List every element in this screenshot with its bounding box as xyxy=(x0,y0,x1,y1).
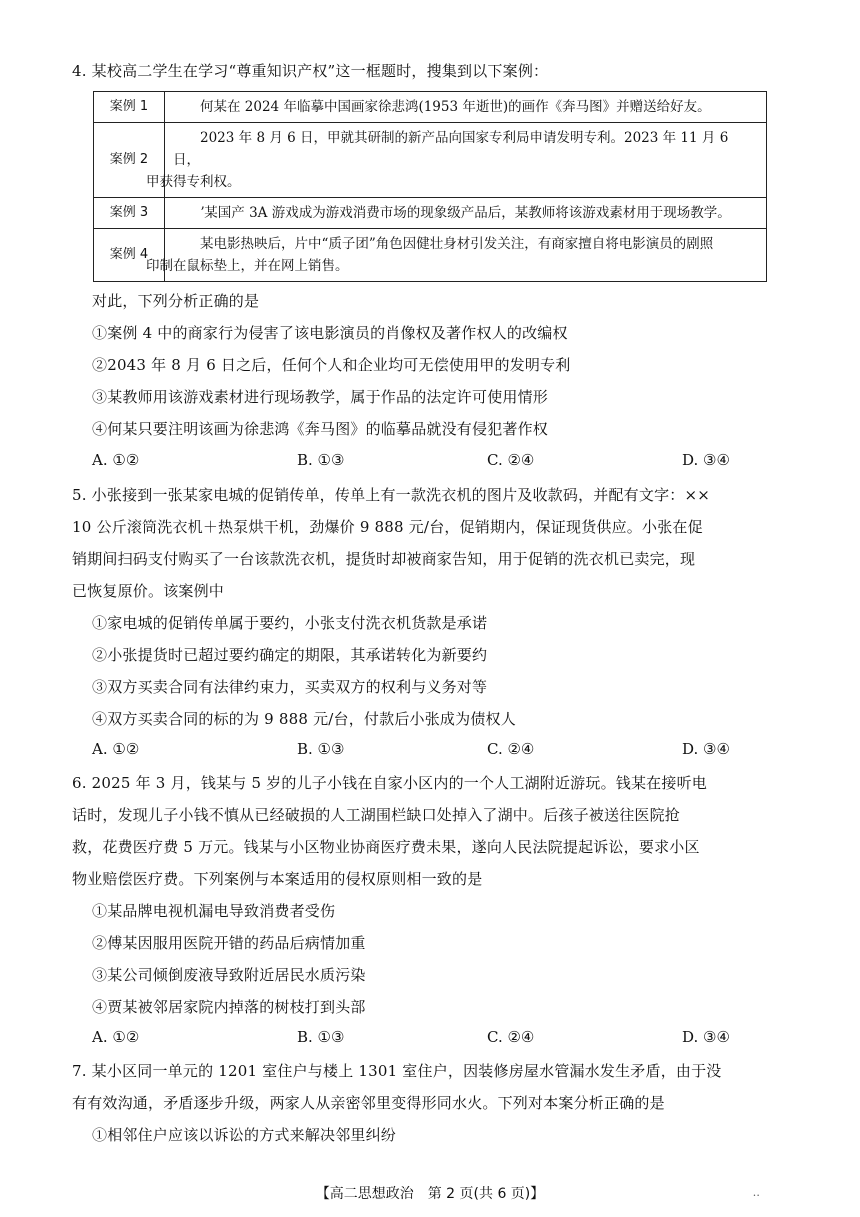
choice-b: B. ①③ xyxy=(297,451,345,469)
page-footer: 【高二思想政治 第 2 页(共 6 页)】 xyxy=(315,1186,545,1202)
q4-option-2: ②2043 年 8 月 6 日之后，任何个人和企业均可无偿使用甲的发明专利 xyxy=(92,356,571,374)
case-row-3 xyxy=(94,198,767,229)
q4-option-3: ③某教师用该游戏素材进行现场教学，属于作品的法定许可使用情形 xyxy=(92,388,549,406)
choice-b: B. ①③ xyxy=(297,740,345,758)
q6-line-2: 话时，发现儿子小钱不慎从已经破损的人工湖围栏缺口处掉入了湖中。后孩子被送往医院抢 xyxy=(72,806,681,824)
case-label: 案例 3 xyxy=(94,198,165,229)
q7-line-2: 有有效沟通，矛盾逐步升级，两家人从亲密邻里变得形同水火。下列对本案分析正确的是 xyxy=(72,1094,665,1112)
q5-line-3: 销期间扫码支付购买了一台该款洗衣机，提货时却被商家告知，用于促销的洗衣机已卖完，现 xyxy=(72,550,696,568)
case-label: 案例 4 xyxy=(94,229,165,282)
case-table xyxy=(93,91,767,282)
q6-line-4: 物业赔偿医疗费。下列案例与本案适用的侵权原则相一致的是 xyxy=(72,870,483,888)
q4-option-4: ④何某只要注明该画为徐悲鸿《奔马图》的临摹品就没有侵犯著作权 xyxy=(92,420,549,438)
choice-d: D. ③④ xyxy=(682,451,730,469)
q6-option-3: ③某公司倾倒废液导致附近居民水质污染 xyxy=(92,966,366,984)
q4-choices xyxy=(92,451,770,473)
q6-choices xyxy=(92,1028,770,1050)
q4-stem: 4. 某校高二学生在学习“尊重知识产权”这一框题时，搜集到以下案例： xyxy=(72,62,549,80)
choice-c: C. ②④ xyxy=(487,1028,535,1046)
case-text: ʼ某国产 3A 游戏成为游戏消费市场的现象级产品后，某教师将该游戏素材用于现场教学。 xyxy=(165,198,767,229)
q4-option-1: ①案例 4 中的商家行为侵害了该电影演员的肖像权及著作权人的改编权 xyxy=(92,324,568,342)
q6-option-1: ①某品牌电视机漏电导致消费者受伤 xyxy=(92,902,336,920)
q5-option-3: ③双方买卖合同有法律约束力，买卖双方的权利与义务对等 xyxy=(92,678,488,696)
q5-line-2: 10 公斤滚筒洗衣机＋热泵烘干机，劲爆价 9 888 元/台，促销期内，保证现货供应。小张在促 xyxy=(72,518,703,536)
choice-d: D. ③④ xyxy=(682,1028,730,1046)
choice-a: A. ①② xyxy=(92,451,140,469)
choice-a: A. ①② xyxy=(92,1028,140,1046)
case-row-4 xyxy=(94,229,767,282)
case-row-2 xyxy=(94,123,767,198)
case-text: 某电影热映后，片中“质子团”角色因健壮身材引发关注，有商家擅自将电影演员的剧照 印制在鼠标垫上，并在网上销售。 xyxy=(165,229,767,282)
q6-option-2: ②傅某因服用医院开错的药品后病情加重 xyxy=(92,934,366,952)
q6-option-4: ④贾某被邻居家院内掉落的树枝打到头部 xyxy=(92,998,366,1016)
choice-a: A. ①② xyxy=(92,740,140,758)
case-text: 何某在 2024 年临摹中国画家徐悲鸿(1953 年逝世)的画作《奔马图》并赠送给好友。 xyxy=(165,92,767,123)
choice-c: C. ②④ xyxy=(487,740,535,758)
case-text: 2023 年 8 月 6 日，甲就其研制的新产品向国家专利局申请发明专利。2023 年 11 月 6 日， 甲获得专利权。 xyxy=(165,123,767,198)
choice-b: B. ①③ xyxy=(297,1028,345,1046)
q6-line-3: 救，花费医疗费 5 万元。钱某与小区物业协商医疗费未果，遂向人民法院提起诉讼，要求小区 xyxy=(72,838,700,856)
case-label: 案例 2 xyxy=(94,123,165,198)
q5-option-4: ④双方买卖合同的标的为 9 888 元/台，付款后小张成为债权人 xyxy=(92,710,516,728)
q5-option-1: ①家电城的促销传单属于要约，小张支付洗衣机货款是承诺 xyxy=(92,614,488,632)
q4-lead: 对此，下列分析正确的是 xyxy=(92,292,260,310)
case-row-1 xyxy=(94,92,767,123)
q5-line-4: 已恢复原价。该案例中 xyxy=(72,582,225,600)
corner-mark: ‥ xyxy=(752,1186,760,1199)
case-label: 案例 1 xyxy=(94,92,165,123)
choice-c: C. ②④ xyxy=(487,451,535,469)
q7-option-1: ①相邻住户应该以诉讼的方式来解决邻里纠纷 xyxy=(92,1126,397,1144)
q5-option-2: ②小张提货时已超过要约确定的期限，其承诺转化为新要约 xyxy=(92,646,488,664)
choice-d: D. ③④ xyxy=(682,740,730,758)
q5-line-1: 5. 小张接到一张某家电城的促销传单，传单上有一款洗衣机的图片及收款码，并配有文字：×× xyxy=(72,486,711,504)
q7-line-1: 7. 某小区同一单元的 1201 室住户与楼上 1301 室住户，因装修房屋水管漏水发生矛盾，由于没 xyxy=(72,1062,722,1080)
q6-line-1: 6. 2025 年 3 月，钱某与 5 岁的儿子小钱在自家小区内的一个人工湖附近游玩。钱某在接听电 xyxy=(72,774,707,792)
q5-choices xyxy=(92,740,770,762)
